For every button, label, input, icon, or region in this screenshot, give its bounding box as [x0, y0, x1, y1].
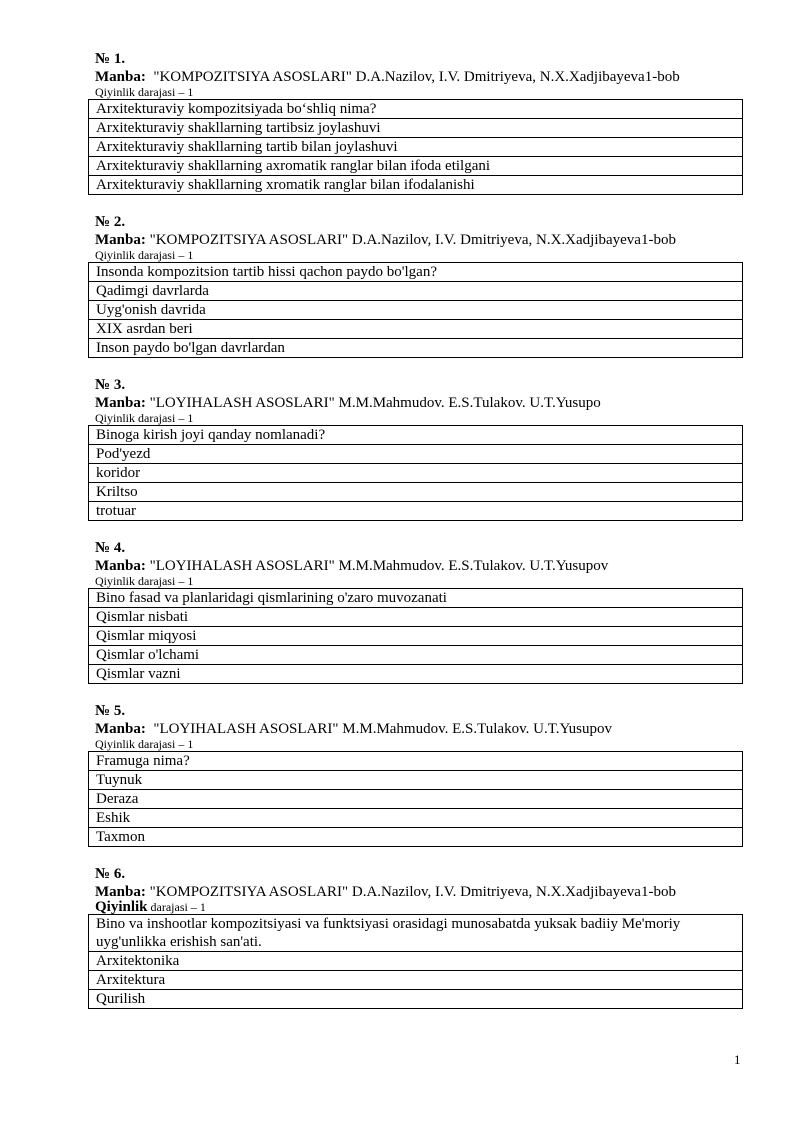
source-label: Manba:: [95, 558, 146, 574]
source-text: "LOYIHALASH ASOSLARI" M.M.Mahmudov. E.S.Tulakov. U.T.Yusupov: [145, 721, 613, 737]
answer-row: [89, 952, 743, 971]
question-row: [89, 263, 743, 282]
question-block-3: [95, 376, 743, 521]
answer-option: Qismlar nisbati: [89, 608, 743, 627]
question-text: Bino fasad va planlaridagi qismlarining o'zaro muvozanati: [89, 589, 743, 608]
source-text: "KOMPOZITSIYA ASOSLARI" D.A.Nazilov, I.V. Dmitriyeva, N.X.Xadjibayeva1-bob: [145, 69, 680, 85]
question-block-2: [95, 213, 743, 358]
source-line: [95, 68, 743, 86]
difficulty-level: [95, 412, 743, 425]
answer-option: Pod'yezd: [89, 445, 743, 464]
difficulty-level: [95, 86, 743, 99]
source-label: Manba:: [95, 232, 146, 248]
source-line: [95, 394, 743, 412]
answer-option: Kriltso: [89, 483, 743, 502]
answer-row: [89, 445, 743, 464]
answer-row: [89, 119, 743, 138]
question-table: [88, 588, 743, 684]
answer-option: Arxitekturaviy shakllarning tartib bilan joylashuvi: [89, 138, 743, 157]
answer-option: Arxitekturaviy shakllarning axromatik ranglar bilan ifoda etilgani: [89, 157, 743, 176]
question-text: Bino va inshootlar kompozitsiyasi va funktsiyasi orasidagi munosabatda yuksak badiiy Me'moriy uyg'unlikka erishish san'ati.: [89, 915, 743, 952]
answer-row: [89, 282, 743, 301]
answer-option: Qurilish: [89, 990, 743, 1009]
answer-row: [89, 771, 743, 790]
source-label: Manba:: [95, 69, 146, 85]
question-table: [88, 99, 743, 195]
answer-row: [89, 483, 743, 502]
answer-option: Eshik: [89, 809, 743, 828]
question-number: № 3.: [95, 377, 126, 393]
answer-row: [89, 176, 743, 195]
question-block-5: [95, 702, 743, 847]
source-line: [95, 720, 743, 738]
source-line: [95, 883, 743, 901]
question-text: Insonda kompozitsion tartib hissi qachon paydo bo'lgan?: [89, 263, 743, 282]
question-number: № 2.: [95, 214, 126, 230]
answer-row: [89, 627, 743, 646]
difficulty-bold: Qiyinlik: [95, 899, 148, 915]
answer-option: koridor: [89, 464, 743, 483]
answer-option: trotuar: [89, 502, 743, 521]
answer-option: Arxitekturaviy shakllarning tartibsiz joylashuvi: [89, 119, 743, 138]
question-number: № 5.: [95, 703, 126, 719]
question-list: [95, 50, 743, 1027]
answer-row: [89, 464, 743, 483]
answer-row: [89, 157, 743, 176]
source-label: Manba:: [95, 721, 146, 737]
question-text: Arxitekturaviy kompozitsiyada bo‘shliq nima?: [89, 100, 743, 119]
answer-row: [89, 138, 743, 157]
difficulty-text: darajasi – 1: [147, 900, 206, 914]
difficulty-text: Qiyinlik darajasi – 1: [95, 85, 194, 99]
answer-option: XIX asrdan beri: [89, 320, 743, 339]
question-block-4: [95, 539, 743, 684]
question-block-6: [95, 865, 743, 1009]
difficulty-text: Qiyinlik darajasi – 1: [95, 737, 194, 751]
answer-option: Tuynuk: [89, 771, 743, 790]
source-label: Manba:: [95, 395, 146, 411]
question-number: № 1.: [95, 51, 126, 67]
answer-row: [89, 301, 743, 320]
question-table: [88, 262, 743, 358]
answer-row: [89, 608, 743, 627]
question-row: [89, 915, 743, 952]
question-table: [88, 751, 743, 847]
question-row: [89, 426, 743, 445]
answer-option: Arxitektonika: [89, 952, 743, 971]
page-number: 1: [734, 1052, 741, 1067]
question-row: [89, 589, 743, 608]
source-text: "LOYIHALASH ASOSLARI" M.M.Mahmudov. E.S.Tulakov. U.T.Yusupo: [145, 395, 601, 411]
question-block-1: [95, 50, 743, 195]
difficulty-level: [95, 249, 743, 262]
difficulty-level: [95, 575, 743, 588]
question-row: [89, 100, 743, 119]
difficulty-level: [95, 738, 743, 751]
question-table: [88, 914, 743, 1009]
answer-option: Qismlar miqyosi: [89, 627, 743, 646]
answer-row: [89, 665, 743, 684]
answer-row: [89, 646, 743, 665]
answer-row: [89, 339, 743, 358]
question-number: № 4.: [95, 540, 126, 556]
answer-row: [89, 990, 743, 1009]
answer-option: Qadimgi davrlarda: [89, 282, 743, 301]
answer-row: [89, 971, 743, 990]
answer-option: Qismlar o'lchami: [89, 646, 743, 665]
source-text: "KOMPOZITSIYA ASOSLARI" D.A.Nazilov, I.V. Dmitriyeva, N.X.Xadjibayeva1-bob: [145, 232, 676, 248]
answer-row: [89, 320, 743, 339]
question-number: № 6.: [95, 866, 126, 882]
difficulty-text: Qiyinlik darajasi – 1: [95, 411, 194, 425]
answer-option: Uyg'onish davrida: [89, 301, 743, 320]
difficulty-level: [95, 901, 743, 914]
source-text: "LOYIHALASH ASOSLARI" M.M.Mahmudov. E.S.Tulakov. U.T.Yusupov: [145, 558, 609, 574]
question-text: Binoga kirish joyi qanday nomlanadi?: [89, 426, 743, 445]
answer-option: Qismlar vazni: [89, 665, 743, 684]
difficulty-text: Qiyinlik darajasi – 1: [95, 248, 194, 262]
source-text: "KOMPOZITSIYA ASOSLARI" D.A.Nazilov, I.V. Dmitriyeva, N.X.Xadjibayeva1-bob: [145, 884, 676, 900]
answer-option: Inson paydo bo'lgan davrlardan: [89, 339, 743, 358]
answer-option: Taxmon: [89, 828, 743, 847]
answer-row: [89, 809, 743, 828]
answer-row: [89, 502, 743, 521]
question-table: [88, 425, 743, 521]
source-label: Manba:: [95, 884, 146, 900]
source-line: [95, 557, 743, 575]
question-text: Framuga nima?: [89, 752, 743, 771]
answer-option: Arxitektura: [89, 971, 743, 990]
answer-row: [89, 790, 743, 809]
source-line: [95, 231, 743, 249]
difficulty-text: Qiyinlik darajasi – 1: [95, 574, 194, 588]
answer-option: Arxitekturaviy shakllarning xromatik ranglar bilan ifodalanishi: [89, 176, 743, 195]
answer-row: [89, 828, 743, 847]
answer-option: Deraza: [89, 790, 743, 809]
question-row: [89, 752, 743, 771]
